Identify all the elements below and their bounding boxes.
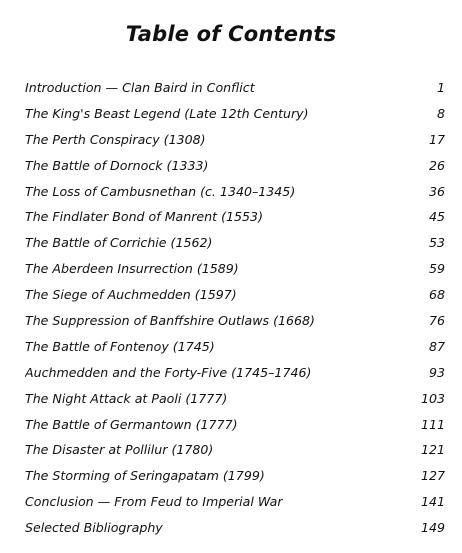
toc-entry-page: 121	[420, 442, 445, 458]
toc-entry-title: Auchmedden and the Forty-Five (1745–1746)	[25, 364, 312, 380]
toc-entry-title: Introduction — Clan Baird in Conflict	[25, 80, 255, 95]
toc-entry[interactable]	[25, 442, 445, 468]
toc-entry[interactable]	[25, 261, 445, 287]
page-title: Table of Contents	[125, 22, 337, 46]
toc-entry[interactable]	[25, 235, 445, 261]
toc-entry-page: 111	[420, 416, 445, 432]
toc-entry-page: 59	[428, 261, 445, 277]
toc-entry[interactable]	[25, 391, 445, 417]
toc-entry-page: 149	[420, 520, 445, 536]
toc-entry-page: 127	[420, 468, 445, 484]
toc-entry-title: The Findlater Bond of Manrent (1553)	[25, 209, 263, 225]
toc-entry[interactable]	[25, 365, 445, 391]
toc-entry-title: The Battle of Germantown (1777)	[25, 416, 238, 432]
toc-entry-page: 45	[428, 209, 445, 225]
toc-entry[interactable]	[25, 209, 445, 235]
toc-entry-page: 103	[420, 390, 445, 406]
toc-entry[interactable]	[25, 80, 445, 106]
toc-entry-title: The Battle of Corrichie (1562)	[25, 235, 213, 251]
toc-entry-title: Selected Bibliography	[25, 520, 163, 536]
toc-entry-title: Conclusion — From Feud to Imperial War	[25, 494, 283, 510]
toc-entry[interactable]	[25, 520, 445, 546]
toc-entry-title: The Night Attack at Paoli (1777)	[25, 390, 228, 406]
toc-entry-title: The King's Beast Legend (Late 12th Century)	[25, 105, 309, 121]
toc-entry-page: 76	[428, 313, 445, 329]
toc-entry[interactable]	[25, 106, 445, 132]
toc-entry-title: The Siege of Auchmedden (1597)	[25, 287, 237, 303]
toc-entry-title: The Battle of Fontenoy (1745)	[25, 338, 215, 354]
toc-entry[interactable]	[25, 417, 445, 443]
toc-entry[interactable]	[25, 494, 445, 520]
toc-entry-page: 53	[428, 235, 445, 251]
toc-entry[interactable]	[25, 184, 445, 210]
toc-entry-page: 87	[428, 338, 445, 354]
toc-entry-title: The Perth Conspiracy (1308)	[25, 131, 206, 147]
toc-entry-page: 36	[428, 183, 445, 199]
toc-list	[25, 80, 445, 546]
toc-entry-title: The Storming of Seringapatam (1799)	[25, 468, 265, 484]
toc-entry[interactable]	[25, 158, 445, 184]
toc-entry-page: 141	[420, 494, 445, 510]
toc-entry-title: The Suppression of Banffshire Outlaws (1668)	[25, 313, 315, 329]
toc-entry[interactable]	[25, 339, 445, 365]
toc-entry-page: 68	[428, 287, 445, 303]
toc-entry-title: The Loss of Cambusnethan (c. 1340–1345)	[25, 183, 296, 199]
toc-entry[interactable]	[25, 468, 445, 494]
toc-entry[interactable]	[25, 313, 445, 339]
toc-entry-title: The Aberdeen Insurrection (1589)	[25, 261, 239, 277]
toc-entry-page: 8	[436, 105, 445, 121]
toc-entry-title: The Battle of Dornock (1333)	[25, 157, 209, 173]
toc-entry-page: 26	[428, 157, 445, 173]
toc-entry-page: 93	[428, 364, 445, 380]
toc-entry[interactable]	[25, 132, 445, 158]
toc-entry[interactable]	[25, 287, 445, 313]
toc-entry-page: 17	[428, 131, 445, 147]
toc-entry-page: 1	[436, 80, 445, 95]
toc-entry-title: The Disaster at Pollilur (1780)	[25, 442, 214, 458]
